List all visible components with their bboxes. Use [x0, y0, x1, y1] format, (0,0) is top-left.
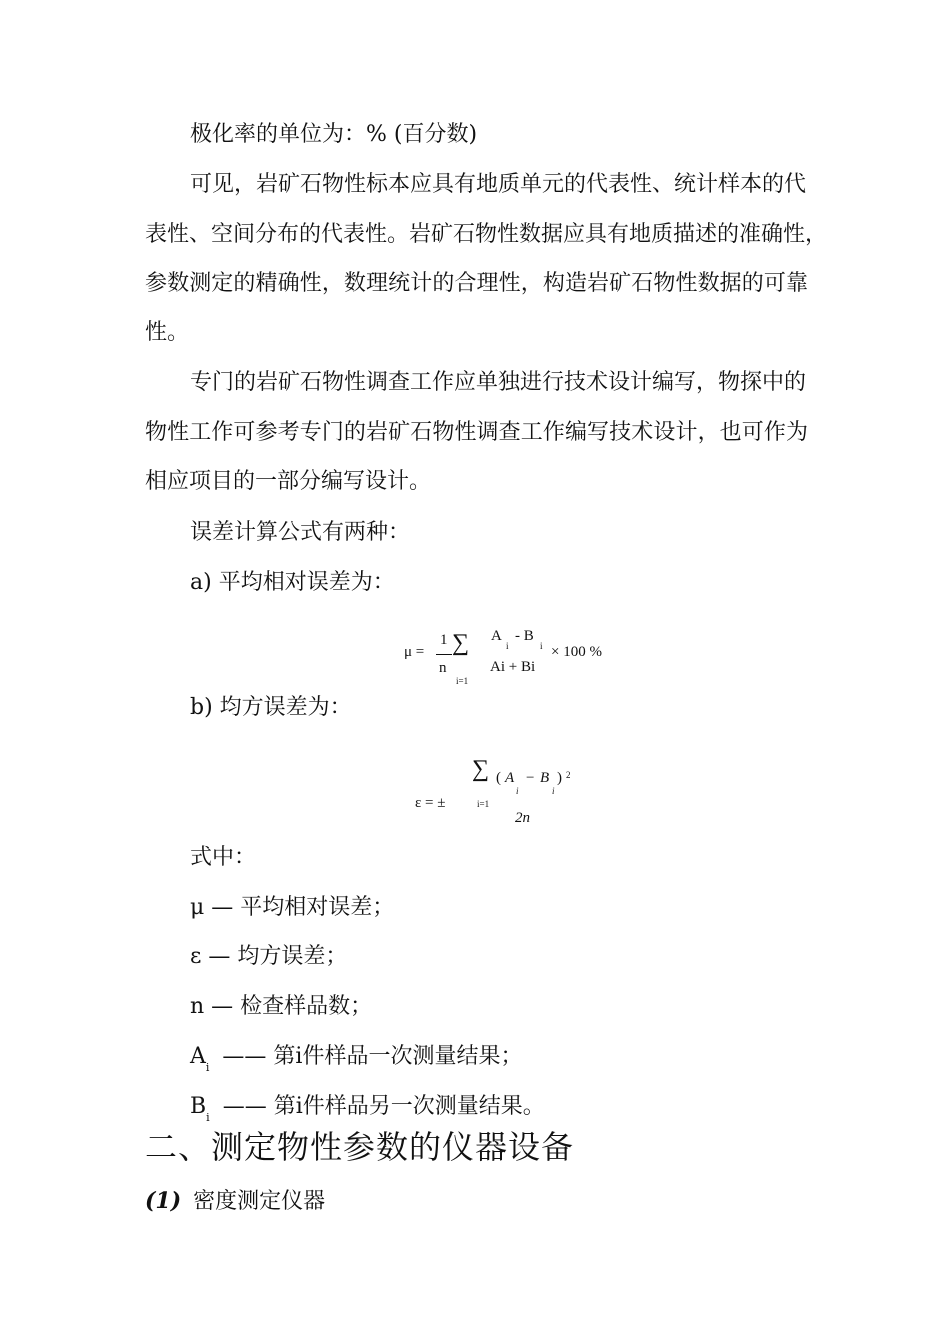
paragraph-1-line-4: 性。 [145, 320, 190, 345]
item-a-label: a) 平均相对误差为： [190, 570, 395, 595]
paragraph-2-line-2: 物性工作可参考专门的岩矿石物性调查工作编写技术设计，也可作为 [145, 420, 808, 445]
item-b-label: b) 均方误差为： [190, 695, 352, 720]
formula-a-top-a-sub: i [506, 641, 509, 651]
subsection-density-instruments [145, 1186, 325, 1217]
formula-b-sum-index: i=1 [477, 799, 490, 809]
formula-b-a-sub: i [516, 786, 519, 796]
formula-a-fraction-numerator: 1 [440, 632, 448, 648]
definition-a [190, 1042, 522, 1075]
definition-n: n — 检查样品数； [190, 994, 373, 1019]
formula-b-lhs: ε = ± [415, 795, 446, 811]
formula-a-fraction-denominator: n [439, 660, 447, 676]
formula-a-top-a: A [491, 628, 502, 644]
formula-b-b-sub: i [552, 786, 555, 796]
formula-b-b: B [540, 770, 550, 786]
formula-a-tail: × 100 % [551, 644, 602, 660]
paragraph-1-line-2: 表性、空间分布的代表性。岩矿石物性数据应具有地质描述的准确性， [145, 222, 828, 247]
where-label: 式中： [190, 845, 257, 870]
formula-b-a: A [505, 770, 515, 786]
error-formulas-intro: 误差计算公式有两种： [190, 520, 411, 545]
formula-a-bottom: Ai + Bi [490, 659, 536, 675]
formula-a-sigma: ∑ [452, 630, 470, 656]
definition-epsilon: ε — 均方误差； [190, 944, 348, 969]
definition-b-symbol: B [190, 1094, 207, 1119]
paragraph-1-line-1: 可见，岩矿石物性标本应具有地质单元的代表性、统计样本的代 [190, 172, 807, 197]
definition-a-text: —— 第i件样品一次测量结果； [222, 1044, 523, 1069]
definition-a-symbol: A [190, 1044, 206, 1069]
paragraph-1-line-3: 参数测定的精确性，数理统计的合理性，构造岩矿石物性数据的可靠 [145, 271, 808, 296]
definition-b-text: —— 第i件样品另一次测量结果。 [222, 1094, 545, 1119]
polarization-unit-line: 极化率的单位为：% (百分数) [190, 122, 478, 147]
formula-a-top-b-sub: i [540, 641, 543, 651]
formula-a-top-minus-b: - B [515, 628, 534, 644]
formula-b-square: 2 [566, 770, 571, 780]
formula-a-lhs: μ = [404, 644, 425, 660]
paragraph-2-line-3: 相应项目的一部分编写设计。 [145, 469, 432, 494]
formula-a-sum-index: i=1 [456, 676, 469, 686]
formula-b-minus: − [526, 770, 535, 786]
definition-a-subscript: i [205, 1061, 210, 1074]
formula-b-denominator: 2n [515, 810, 530, 826]
formula-a-fraction-bar [436, 654, 452, 655]
formula-b-left-paren: ( [496, 770, 501, 786]
subsection-title: 密度测定仪器 [193, 1189, 326, 1214]
formula-b-sigma: ∑ [472, 756, 490, 782]
paragraph-2-line-1: 专门的岩矿石物性调查工作应单独进行技术设计编写，物探中的 [190, 370, 807, 395]
section-heading: 二、测定物性参数的仪器设备 [145, 1128, 575, 1166]
subsection-number: (1) [145, 1188, 182, 1214]
formula-b-right-paren: ) [557, 770, 562, 786]
definition-mu: μ — 平均相对误差； [190, 895, 395, 920]
definition-b [190, 1092, 545, 1125]
definition-b-subscript: i [206, 1111, 210, 1124]
